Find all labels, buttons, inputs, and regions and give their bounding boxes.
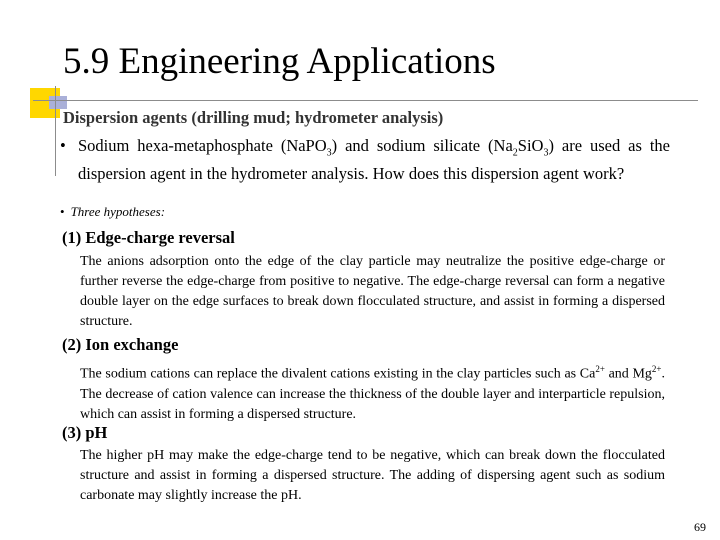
- hypothesis-1-title: (1) Edge-charge reversal: [62, 228, 235, 247]
- bullet-dot: •: [60, 204, 65, 219]
- hypothesis-2-title: (2) Ion exchange: [62, 335, 179, 354]
- section-heading: Dispersion agents (drilling mud; hydrometer analysis): [63, 108, 444, 127]
- hypothesis-1-text: The anions adsorption onto the edge of the clay particle may neutralize the positive edge-charge or further reverse the edge-charge from positive to negative. The edge-charge reversal can form a negative double layer on the edge surfaces to break down flocculated structure, and assist in forming a dispersed structure.: [80, 254, 665, 329]
- vertical-divider: [55, 86, 56, 176]
- hypothesis-2-text: The sodium cations can replace the divalent cations existing in the clay particles such as $Ca^{2+}$ and $Mg^{2+}$. The decrease of cation valence can increase the thickness of the double layer and interparticle repulsion, which can assist in forming a dispersed structure.: [80, 364, 665, 422]
- bullet-dot: •: [60, 136, 66, 155]
- hypothesis-3-title: (3) pH: [62, 423, 108, 442]
- hypothesis-3-text: The higher pH may make the edge-charge tend to be negative, which can break down the flocculated structure and assist in forming a dispersed structure. The adding of dispersing agent such as sodium carbonate may slightly increase the pH.: [80, 448, 665, 503]
- hypotheses-bullet: [60, 204, 165, 220]
- title-divider: [33, 100, 698, 101]
- hypotheses-label: Three hypotheses:: [70, 204, 166, 219]
- slide-title: 5.9 Engineering Applications: [63, 41, 496, 82]
- page-number: 69: [694, 520, 706, 534]
- main-bullet-text: Sodium hexa-metaphosphate (NaPO$_3$) and sodium silicate $(Na_2SiO_3)$ are used as the dispersion agent in the hydrometer analysis. How does this dispersion agent work?: [78, 136, 670, 184]
- main-bullet: [60, 135, 670, 184]
